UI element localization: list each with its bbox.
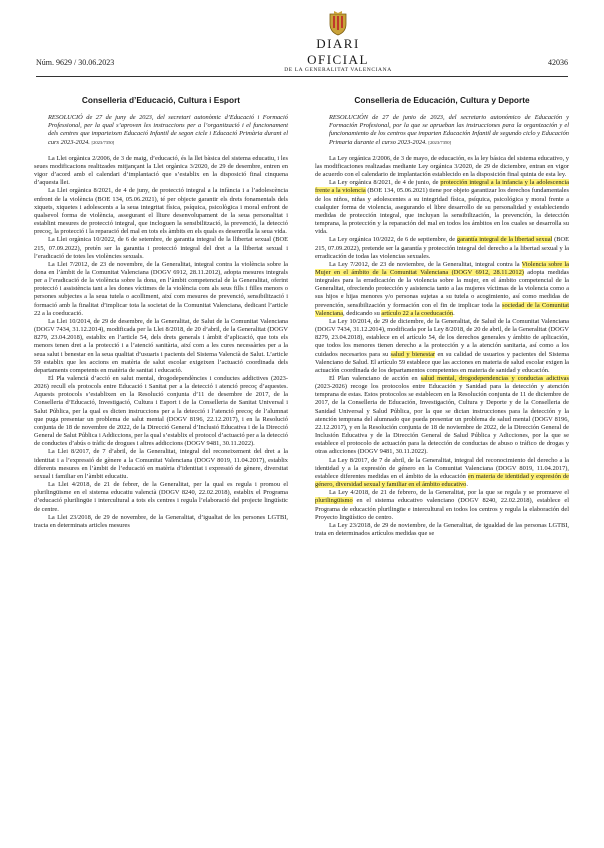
journal-logo: [283, 10, 393, 73]
right-resolution: RESOLUCIÓN de 27 de junio de 2023, del secretario autonómico de Educación y Formación Profesional, por la que se aprueban las instrucciones para la organización y el funcionamiento de los centros que imparten Educación Infantil de segundo ciclo y Educación Primaria durante el curso 2023-2024. [2023/7350]: [329, 114, 569, 146]
valencian-column: [34, 96, 288, 530]
journal-title: DIARI OFICIAL: [307, 36, 369, 67]
page-header: [36, 10, 568, 72]
right-paragraph: La Ley orgánica 2/2006, de 3 de mayo, de educación, es la ley básica del sistema educativo, y las modificaciones realizadas mediante Ley orgánica 3/2020, de 29 de diciembre, entran en vigor de acuerdo con el calendario de implantación establecido en la disposición final quinta de esta ley.: [315, 154, 569, 179]
highlight: protección integral a la infancia y la adolescencia frente a la violencia: [315, 179, 569, 195]
left-paragraph: El Pla valencià d’acció en salut mental, drogodependències i conductes addictives (2023-2026) recull els protocols entre Educació i Sanitat per a la detecció i atenció precoç d’aquestes. Aquests protocols s’establixen en la Resolució conjunta d’11 de desembre de 2017, de la Conselleria d’Educació, Investigació, Cultura i Esport i de la Conselleria de Sanitat Universal i Salut Pública, per la qual es dicten instruccions per a la detecció i l’atenció precoç de l’alumnat que puga presentar un problema de salut mental (DOGV 8196, 22.12.2017), i en la Resolució conjunta de 18 de novembre de 2022, de la Direcció General d’Inclusió Educativa i de la Direcció General de Salut Pública i Addiccions, per la qual s’establix el protocol d’actuació per a la detecció de conductes d’abús o tràfic de drogues i altres addiccions (DOGV 9481, 30.11.2022).: [34, 375, 288, 448]
highlight: Violencia sobre la Mujer en el ámbito de la Comunitat Valenciana (DOGV 6912, 28.11.2012): [315, 260, 569, 276]
left-paragraph: La Llei 23/2018, de 29 de novembre, de la Generalitat, d’igualtat de les persones LGTBI, tracta en determinats articles mesures: [34, 513, 288, 529]
right-paragraph: La Ley 23/2018, de 29 de noviembre, de la Generalitat, de igualdad de las personas LGTBI, trata en determinados artículos medidas que se: [315, 521, 569, 537]
left-paragraph: La Llei 8/2017, de 7 d’abril, de la Generalitat, integral del reconeixement del dret a la identitat i a l’expressió de gènere a la Comunitat Valenciana (DOGV 8019, 11.04.2017), establix diferents mesures en l’àmbit de l’educació en matèria d’identitat i expressió de gènere, diversitat sexual i familiar en l’àmbit educatiu.: [34, 448, 288, 480]
left-paragraph: La Llei orgànica 2/2006, de 3 de maig, d’educació, és la llei bàsica del sistema educatiu, i les seues modificacions realitzades mitjançant la Llei orgànica 3/2020, de 29 de desembre, entren en vigor d’acord amb el calendari d’implantació que s’establix en la disposició final cinquena d’aquesta llei.: [34, 154, 288, 187]
spanish-column: [315, 96, 569, 538]
left-paragraph: La Llei orgànica 8/2021, de 4 de juny, de protecció integral a la infància i a l’adolescència enfront de la violència (BOE 134, 05.06.2021), té per objecte garantir els drets fonamentals dels xiquets, xiquetes i adolescents a la seua integritat física, psíquica, psicològica i moral enfront de qualsevol forma de violència, assegurant el lliure desenvolupament de la seua personalitat i establint mesures de protecció integral, que incloguen la sensibilització, la prevenció, la detecció precoç, la protecció i la reparació del mal en tots els àmbits en els quals es desenrotlla la seua vida.: [34, 187, 288, 236]
left-heading: Conselleria d’Educació, Cultura i Esport: [81, 95, 241, 105]
left-resolution: RESOLUCIÓ de 27 de juny de 2023, del secretari autonòmic d’Educació i Formació Professional, per la qual s’aproven les instruccions per a l’organització i el funcionament dels centres que imparteixen Educació Infantil de segon cicle i Educació Primària durant el curs 2023-2024. [2023/7350]: [48, 114, 288, 146]
highlight: en materia de identidad y expresión de género, diversidad sexual y familiar en el ámbito educativo: [315, 472, 569, 489]
right-paragraph: La Ley 10/2014, de 29 de diciembre, de la Generalitat, de Salud de la Comunitat Valenciana (DOGV 7434, 31.12.2014), modificada por la Ley 8/2018, de 20 de abril, de la Generalitat (DOGV 8279, 23.04.2018), establece en el artículo 54, de los derechos generales y ámbito de aplicación, que todos los menores tienen derecho a la protección y a la atención sanitaria, así como a los cuidados necesarios para su salud y bienestar en su calidad de usuarios y pacientes del Sistema Valenciano de Salud. El artículo 59 establece que las acciones en materia de salud escolar exigen la actuación coordinada de los departamentos competentes en materia de sanidad y educación.: [315, 317, 570, 374]
page-number: 42036: [548, 58, 568, 67]
right-paragraph: La Ley 8/2017, de 7 de abril, de la Generalitat, integral del reconocimiento del derecho a la identidad y a la expresión de género en la Comunitat Valenciana (DOGV 8019, 11.04.2017), establece diferentes medidas en el ámbito de la educación en materia de identidad y expresión de género, diversidad sexual y familiar en el ámbito educativo.: [315, 456, 569, 489]
left-paragraph: La Llei 4/2018, de 21 de febrer, de la Generalitat, per la qual es regula i promou el plurilingüisme en el sistema educatiu valencià (DOGV 8240, 22.02.2018), establix el Programa d’educació plurilingüe i intercultural a tots els centres i regula l’elaboració del projecte lingüístic de centre.: [34, 481, 288, 513]
left-paragraph: La Llei orgànica 10/2022, de 6 de setembre, de garantia integral de la llibertat sexual (BOE 215, 07.09.2022), pretén ser la garantia i protecció integral del dret a la llibertat sexual i l’eradicació de totes les violències sexuals.: [34, 236, 288, 260]
highlight: sociedad de la Comunitat Valenciana: [315, 301, 569, 317]
right-paragraph: La Ley 7/2012, de 23 de noviembre, de la Generalitat, integral contra la Violencia sobre la Mujer en el ámbito de la Comunitat Valenciana (DOGV 6912, 28.11.2012) adopta medidas integrales para la erradicación de la violencia sobre la mujer, en el ámbito competencial de la Generalitat, ofreciendo protección y asistencia tanto a las mujeres víctimas de la violencia como a sus hijos e hijas menores y/o personas sujetas a su tutela o acogimiento, así como medidas de prevención, sensibilización y formación con el fin de implicar toda la sociedad de la Comunitat Valenciana, dedicando su artículo 22 a la coeducación.: [315, 260, 570, 317]
right-paragraph: El Plan valenciano de acción en salud mental, drogodependencias y conductas adictivas (2023-2026) recoge los protocolos entre Educación y Sanidad para la detección y atención temprana de estas. Estos protocolos se establecen en la Resolución conjunta de 11 de diciembre de 2017, de la Conselleria de Educación, Investigación, Cultura y Deporte y de la Conselleria de Sanidad Universal y Salud Pública, por la que se dictan instrucciones para la detección y la atención temprana del alumnado que pueda presentar un problema de salud mental (DOGV 8196, 22.12.2017), y en la Resolución conjunta de 18 de noviembre de 2022, de la Dirección General de Inclusión Educativa y de la Dirección General de Salud Pública y Adicciones, por la que se establece el protocolo de actuación para la detección de conductas de abuso o tráfico de drogas y otras adicciones (DOGV 9481, 30.11.2022).: [315, 375, 569, 456]
right-heading: Conselleria de Educación, Cultura y Deporte: [354, 95, 530, 105]
header-divider: [36, 76, 568, 77]
left-paragraph: La Llei 7/2012, de 23 de novembre, de la Generalitat, integral contra la violència sobre la dona en l’àmbit de la Comunitat Valenciana (DOGV 6912, 28.11.2012), adopta mesures integrals per a l’eradicació de la violència sobre la dona, en l’àmbit competencial de la Generalitat, oferint protecció i assistència tant a les dones víctimes de la violència com als seus fills i filles menors o persones subjectes a la seua tutela o acolliment, així com mesures de prevenció, sensibilització i formació amb la finalitat d’implicar tota la societat de la Comunitat Valenciana, dedicant l’article 22 a la coeducació.: [34, 260, 288, 317]
right-reference: [2023/7350]: [428, 139, 452, 145]
left-reference: [2023/7350]: [91, 139, 115, 145]
right-paragraph: La Ley orgánica 10/2022, de 6 de septiembre, de garantía integral de la libertad sexual (BOE 215, 07.09.2022), pretende ser la garantía y protección integral del derecho a la libertad sexual y la erradicación de todas las violencias sexuales.: [315, 236, 569, 260]
highlight: garantía integral de la libertad sexual: [456, 236, 553, 244]
highlight: plurilingüismo: [315, 497, 353, 505]
highlight: salud mental, drogodependencias y conductas adictivas: [420, 375, 569, 382]
highlight: salud y bienestar: [390, 350, 436, 358]
highlight: artículo 22 a la coeducación: [381, 309, 454, 317]
coat-of-arms-icon: [327, 10, 349, 36]
right-paragraph: La Ley orgánica 8/2021, de 4 de junio, de protección integral a la infancia y la adolescencia frente a la violencia (BOE 134, 05.06.2021) tiene por objeto garantizar los derechos fundamentales de los niños, niñas y adolescentes a su integridad física, psíquica, psicológica y moral frente a cualquier forma de violencia, asegurando el libre desarrollo de su personalidad y estableciendo medidas de protección integral, que incluyan la sensibilización, la prevención, la detección temprana, la protección y la reparación del mal en todos los ámbitos en los cuales se desarrolla su vida.: [315, 179, 569, 236]
issue-number: Núm. 9629 / 30.06.2023: [36, 58, 115, 67]
right-paragraph: La Ley 4/2018, de 21 de febrero, de la Generalitat, por la que se regula y se promueve el plurilingüismo en el sistema educativo valenciano (DOGV 8240, 22.02.2018), establece el Programa de educación plurilingüe e intercultural en todos los centros y regula la elaboración del Proyecto lingüístico de centro.: [315, 489, 569, 521]
left-paragraph: La Llei 10/2014, de 29 de desembre, de la Generalitat, de Salut de la Comunitat Valenciana (DOGV 7434, 31.12.2014), modificada per la Llei 8/2018, de 20 d’abril, de la Generalitat (DOGV 8279, 23.04.2018), establix en l’article 54, dels drets generals i àmbit d’aplicació, que tots els menors tenen dret a la protecció i a l’atenció sanitària, així com a les cures necessàries per a la seua salut i benestar en la seua qualitat d’usuaris i pacients del Sistema Valencià de Salut. L’article 59 establix que les accions en matèria de salut escolar exigeixen l’actuació coordinada dels departaments competents en matèria de sanitat i educació.: [34, 317, 288, 374]
journal-subtitle: DE LA GENERALITAT VALENCIANA: [284, 67, 392, 73]
